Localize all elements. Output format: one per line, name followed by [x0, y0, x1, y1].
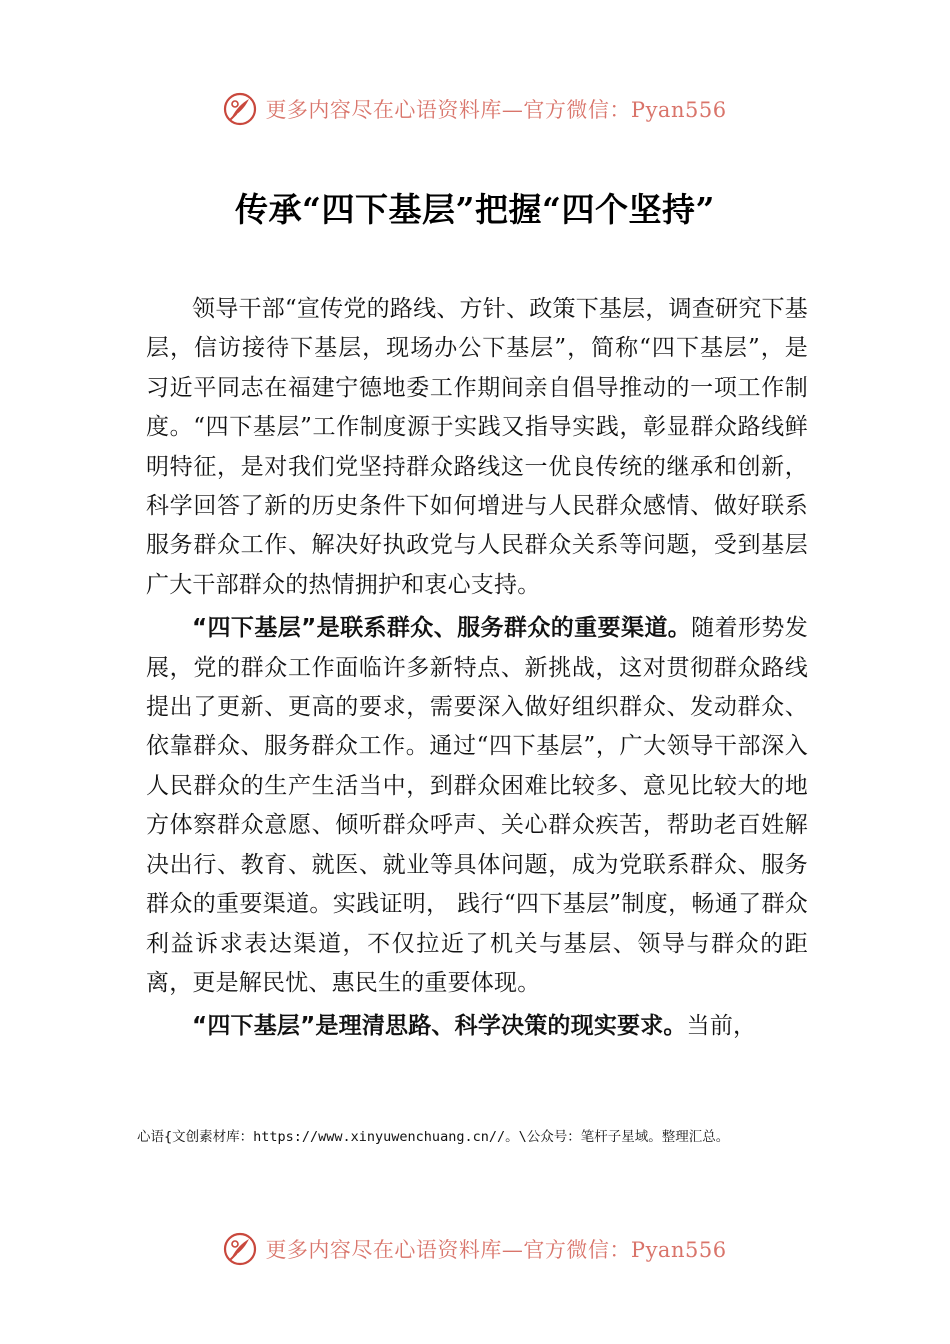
paragraph-lead: “四下基层”是理清思路、科学决策的现实要求。 [192, 1013, 687, 1040]
quill-pen-logo-icon [223, 1232, 257, 1266]
source-footnote: 心语{文创素材库：https://www.xinyuwenchuang.cn//。\公众号：笔杆子星域。整理汇总。 [137, 1129, 730, 1145]
paragraph-channel [146, 609, 808, 1003]
quill-pen-logo-icon [223, 92, 257, 126]
footer-banner [0, 1232, 950, 1266]
footer-banner-text: 更多内容尽在心语资料库—官方微信：Pyan556 [265, 1238, 727, 1262]
header-banner [0, 92, 950, 126]
paragraph-text: 随着形势发展，党的群众工作面临许多新特点、新挑战，这对贯彻群众路线提出了更新、更高的要求，需要深入做好组织群众、发动群众、依靠群众、服务群众工作。通过“四下基层”，广大领导干部深入人民群众的生产生活当中，到群众困难比较多、意见比较大的地方体察群众意愿、倾听群众呼声、关心群众疾苦，帮助老百姓解决出行、教育、就医、就业等具体问题，成为党联系群众、服务群众的重要渠道。实践证明， 践行“四下基层”制度，畅通了群众利益诉求表达渠道，不仅拉近了机关与基层、领导与群众的距离，更是解民忧、惠民生的重要体现。 [146, 615, 808, 996]
page-title: 传承“四下基层”把握“四个坚持” [235, 190, 715, 229]
paragraph-text: 领导干部“宣传党的路线、方针、政策下基层，调查研究下基层，信访接待下基层，现场办公下基层”，简称“四下基层”，是习近平同志在福建宁德地委工作期间亲自倡导推动的一项工作制度。“四下基层”工作制度源于实践又指导实践，彰显群众路线鲜明特征，是对我们党坚持群众路线这一优良传统的继承和创新，科学回答了新的历史条件下如何增进与人民群众感情、做好联系服务群众工作、解决好执政党与人民群众关系等问题，受到基层广大干部群众的热情拥护和衷心支持。 [146, 296, 808, 598]
paragraph-intro [146, 290, 808, 605]
article-body [146, 290, 808, 1051]
paragraph-lead: “四下基层”是联系群众、服务群众的重要渠道。 [192, 615, 692, 642]
paragraph-text: 当前， [686, 1013, 757, 1040]
header-banner-text: 更多内容尽在心语资料库—官方微信：Pyan556 [265, 98, 727, 122]
paragraph-decision [146, 1007, 808, 1046]
